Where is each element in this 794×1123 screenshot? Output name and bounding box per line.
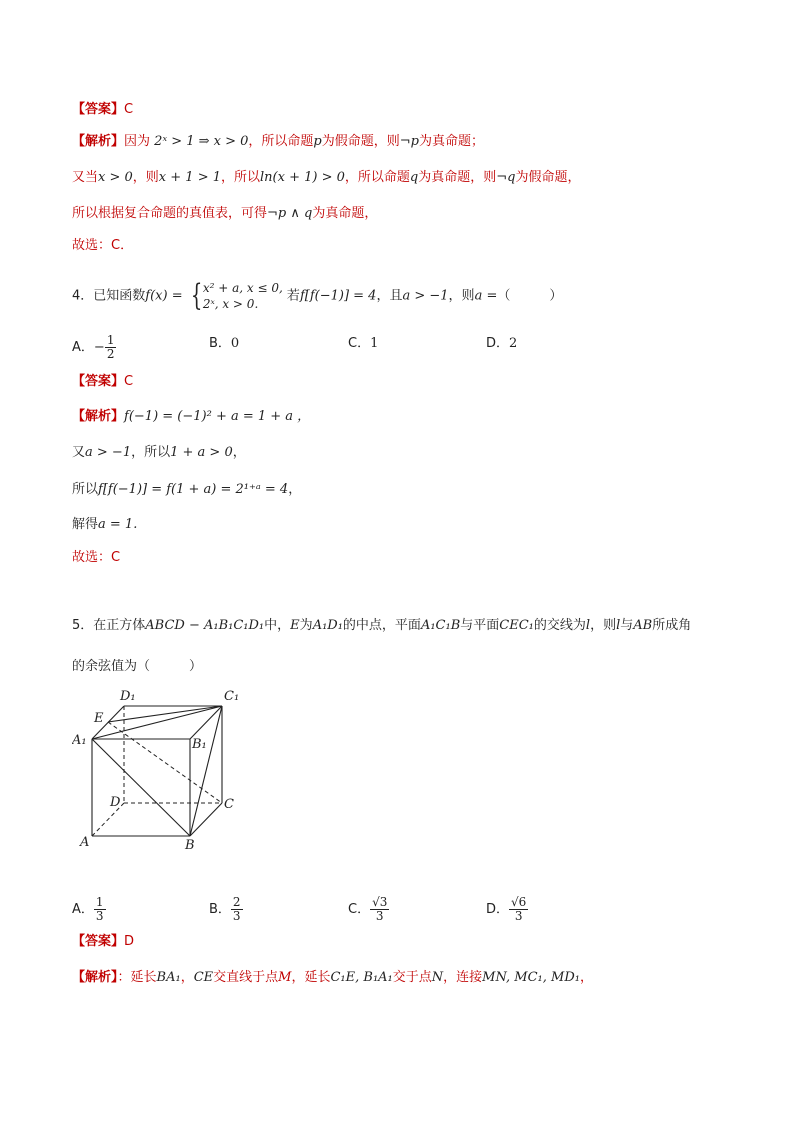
analysis-tag: 【解析】 xyxy=(72,970,118,985)
q3-analysis-line-2 xyxy=(72,168,580,188)
piece-2: 2ˣ, x > 0. xyxy=(202,297,259,311)
text: 又当 xyxy=(72,170,99,185)
math: CE xyxy=(193,970,214,985)
math: E xyxy=(290,618,300,633)
q3-choose-line xyxy=(72,236,133,256)
text: ，所以 xyxy=(131,445,171,460)
q5-analysis-line-1 xyxy=(72,968,593,988)
text: ，则 xyxy=(590,618,617,633)
option-label: C． xyxy=(348,336,371,351)
option-label: B． xyxy=(209,902,231,917)
math: q xyxy=(409,170,419,185)
math: l xyxy=(585,618,591,633)
option-label: B． xyxy=(209,336,231,351)
math: C₁E, B₁A₁ xyxy=(330,970,393,985)
text: 的中点，平面 xyxy=(342,618,421,633)
brace-symbol: { xyxy=(190,278,203,313)
q5-option-c[interactable] xyxy=(348,896,389,923)
text: 故选：C xyxy=(72,550,121,565)
text: 故选：C． xyxy=(72,238,134,253)
option-value: 2 xyxy=(509,336,518,351)
math: a > −1 xyxy=(402,288,449,304)
option-label: C． xyxy=(348,902,371,917)
text: ， xyxy=(288,482,302,497)
text: 与 xyxy=(620,618,634,633)
numerator: 1 xyxy=(106,333,115,347)
analysis-tag: 【解析】 xyxy=(72,409,125,424)
q5-answer-line xyxy=(72,932,134,952)
text: 为假命题，则 xyxy=(321,134,400,149)
text: 所以根据复合命题的真值表，可得 xyxy=(72,206,268,221)
q4-analysis-line-3 xyxy=(72,480,301,500)
math: f[f(−1)] = 4 xyxy=(299,288,377,304)
text: 的余弦值为（ ） xyxy=(72,659,203,674)
label-d: D xyxy=(110,795,121,810)
q5-stem-line-1 xyxy=(72,616,691,636)
fraction xyxy=(370,896,389,923)
math: ¬p xyxy=(399,134,419,149)
fraction xyxy=(509,896,528,923)
q4-option-a[interactable] xyxy=(72,334,116,361)
label-e: E xyxy=(94,711,104,726)
sign: − xyxy=(93,340,105,355)
text: ，连接 xyxy=(443,970,483,985)
option-label: A． xyxy=(72,902,94,917)
math: ¬q xyxy=(496,170,516,185)
text: ，则 xyxy=(132,170,159,185)
q4-choose-line xyxy=(72,548,120,568)
text: 为 xyxy=(299,618,313,633)
text: 为真命题， xyxy=(312,206,378,221)
math: x + 1 > 1 xyxy=(158,170,221,185)
text: 与平面 xyxy=(460,618,500,633)
text: 为假命题， xyxy=(515,170,581,185)
text: 4．已知函数 xyxy=(72,288,146,304)
q5-stem-line-2 xyxy=(72,657,202,677)
math: x > 0 xyxy=(98,170,133,185)
option-label: D． xyxy=(486,336,510,351)
label-d1: D₁ xyxy=(120,689,136,704)
answer-value: C xyxy=(124,102,134,117)
denominator: 3 xyxy=(375,909,384,923)
label-c1: C₁ xyxy=(224,689,240,704)
text: ，延长 xyxy=(291,970,331,985)
math: AB xyxy=(633,618,653,633)
text: 交于点 xyxy=(392,970,432,985)
text: 又 xyxy=(72,445,86,460)
label-a: A xyxy=(80,835,90,850)
q4-analysis-line-4 xyxy=(72,515,137,535)
analysis-tag: 【解析】 xyxy=(72,134,125,149)
text: 解得 xyxy=(72,517,99,532)
option-label: A． xyxy=(72,340,94,355)
piece-1: x² + a, x ≤ 0, xyxy=(202,281,283,295)
line-ec1 xyxy=(108,706,222,722)
q3-answer-line xyxy=(72,100,133,120)
math: M xyxy=(278,970,292,985)
denominator: 3 xyxy=(95,909,104,923)
math: a = xyxy=(474,288,498,304)
q4-option-b[interactable] xyxy=(209,334,239,354)
math: ¬p ∧ q xyxy=(267,206,313,221)
denominator: 2 xyxy=(106,347,115,361)
answer-value: C xyxy=(124,374,134,389)
line-a1b xyxy=(92,739,190,836)
math: f(−1) = (−1)² + a = 1 + a ， xyxy=(124,409,311,424)
numerator: 2 xyxy=(232,895,241,909)
math: a > −1 xyxy=(85,445,132,460)
fraction xyxy=(94,896,106,923)
math: MN, MC₁, MD₁ xyxy=(482,970,580,985)
text: （ ） xyxy=(497,288,563,304)
text: 为真命题； xyxy=(418,134,484,149)
text: ，所以 xyxy=(221,170,261,185)
numerator: 1 xyxy=(95,895,104,909)
q4-option-d[interactable] xyxy=(486,334,517,354)
text: ，所以命题 xyxy=(344,170,410,185)
math: 1 + a > 0 xyxy=(170,445,233,460)
text: ，则 xyxy=(448,288,475,304)
q4-analysis-line-2 xyxy=(72,443,246,463)
denominator: 3 xyxy=(514,909,523,923)
math: f[f(−1)] = f(1 + a) = 2¹⁺ᵃ = 4 xyxy=(98,482,289,497)
q3-analysis-line-3 xyxy=(72,204,377,224)
answer-tag: 【答案】 xyxy=(72,374,125,389)
text: ，所以命题 xyxy=(248,134,314,149)
answer-tag: 【答案】 xyxy=(72,934,125,949)
numerator: √6 xyxy=(511,895,527,909)
math: f(x) = xyxy=(145,288,183,304)
q4-stem xyxy=(72,280,562,312)
text: 若 xyxy=(286,288,300,304)
fraction xyxy=(231,896,243,923)
denominator: 3 xyxy=(232,909,241,923)
text: ， xyxy=(232,445,246,460)
edge-bc xyxy=(190,803,222,836)
answer-value: D xyxy=(124,934,135,949)
math: A₁D₁ xyxy=(312,618,343,633)
text: 的交线为 xyxy=(533,618,586,633)
math: BA₁ xyxy=(156,970,181,985)
q4-answer-line xyxy=(72,372,133,392)
label-b: B xyxy=(185,838,195,853)
option-value: 1 xyxy=(370,336,379,351)
text: 所成角 xyxy=(652,618,692,633)
text: ，且 xyxy=(376,288,403,304)
cube-figure xyxy=(72,686,252,856)
math: ABCD − A₁B₁C₁D₁ xyxy=(145,618,265,633)
math: N xyxy=(431,970,444,985)
text: 5．在正方体 xyxy=(72,618,146,633)
text: 交直线于点 xyxy=(213,970,279,985)
label-c: C xyxy=(224,797,234,812)
text: ， xyxy=(579,970,593,985)
math: l xyxy=(616,618,621,633)
numerator: √3 xyxy=(372,895,388,909)
fraction xyxy=(105,334,117,361)
math: ln(x + 1) > 0 xyxy=(260,170,345,185)
q5-option-a[interactable] xyxy=(72,896,106,923)
math: CEC₁ xyxy=(499,618,534,633)
text: ：延长 xyxy=(117,970,157,985)
q5-option-b[interactable] xyxy=(209,896,243,923)
text: 因为 xyxy=(124,134,151,149)
q4-option-c[interactable] xyxy=(348,334,378,354)
q3-analysis-line-1 xyxy=(72,132,484,152)
option-value: 0 xyxy=(230,336,240,351)
math: a = 1. xyxy=(98,517,138,532)
math: p xyxy=(313,134,322,149)
line-a1c1 xyxy=(92,706,222,739)
text: ， xyxy=(180,970,194,985)
piecewise xyxy=(203,280,283,312)
q5-option-d[interactable] xyxy=(486,896,528,923)
text: 所以 xyxy=(72,482,99,497)
line-ec-hidden xyxy=(108,722,222,803)
line-bc1 xyxy=(190,706,222,836)
math: 2ˣ > 1 ⇒ x > 0 xyxy=(154,134,249,149)
label-b1: B₁ xyxy=(192,737,207,752)
math: A₁C₁B xyxy=(420,618,461,633)
label-a1: A₁ xyxy=(72,733,87,748)
option-label: D． xyxy=(486,902,510,917)
answer-tag: 【答案】 xyxy=(72,102,125,117)
q4-analysis-line-1 xyxy=(72,407,310,427)
text: 中， xyxy=(264,618,291,633)
text: 为真命题，则 xyxy=(418,170,497,185)
edge-b1c1 xyxy=(190,706,222,739)
